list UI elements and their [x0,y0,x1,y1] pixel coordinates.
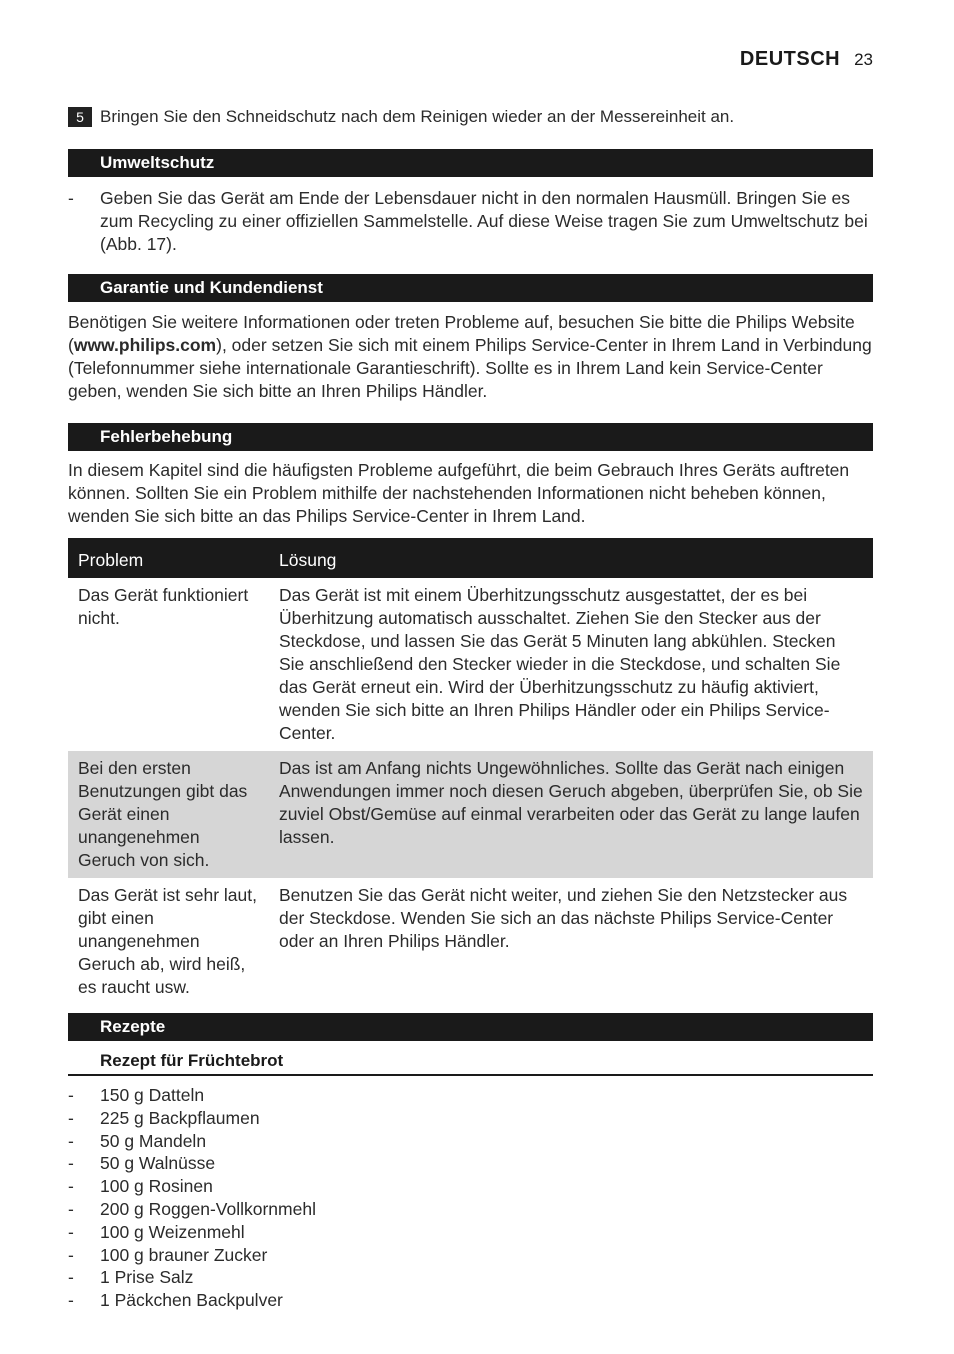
bullet-dash: - [68,1290,74,1311]
table-header-row [68,538,873,578]
troubleshooting-table [68,538,873,1005]
list-item [68,1107,316,1130]
list-item [68,1244,316,1267]
ingredient-text: 225 g Backpflaumen [100,1107,260,1128]
table-row [68,751,873,878]
list-item [68,1175,316,1198]
bullet-dash: - [68,1221,74,1242]
ingredient-list [68,1084,316,1312]
bullet-dash: - [68,1267,74,1288]
ingredient-text: 1 Päckchen Backpulver [100,1290,283,1311]
bullet-dash: - [68,1198,74,1219]
list-item [68,1130,316,1153]
solution-cell: Benutzen Sie das Gerät nicht weiter, und ziehen Sie den Netzstecker aus der Steckdose. Wenden Sie sich an das nächste Philips Service-Center oder an Ihren Philips Händler. [279,885,848,951]
table-row [68,878,873,1005]
list-item [68,1221,316,1244]
philips-website-link[interactable]: www.philips.com [73,335,217,355]
solution-cell: Das Gerät ist mit einem Überhitzungsschutz ausgestattet, der es bei Überhitzung automatisch ausschaltet. Ziehen Sie den Stecker aus der Steckdose, und lassen Sie das Gerät 5 Minuten lang abkühlen. Stecken Sie anschließend den Stecker wieder in die Steckdose, und schalten Sie das Gerät erneut ein. Wird der Überhitzungsschutz zu häufig aktiviert, wenden Sie sich bitte an Ihren Philips Händler oder ein Philips Service-Center. [279,585,841,743]
ingredient-text: 200 g Roggen-Vollkornmehl [100,1198,316,1219]
ingredient-text: 50 g Mandeln [100,1130,207,1151]
bullet-dash: - [68,1244,74,1265]
step-number-badge: 5 [68,107,92,127]
bullet-dash: - [68,1085,74,1105]
bullet-dash: - [68,1107,74,1128]
ingredient-text: 100 g brauner Zucker [100,1244,268,1265]
bullet-dash: - [68,188,74,208]
page-header [740,48,873,71]
section-heading-umweltschutz: Umweltschutz [68,149,873,177]
umweltschutz-item [68,187,873,256]
language-label: DEUTSCH [739,48,841,70]
list-item [68,1198,316,1221]
problem-cell: Das Gerät ist sehr laut, gibt einen unangenehmen Geruch ab, wird heiß, es raucht usw. [78,885,257,997]
problem-cell: Bei den ersten Benutzungen gibt das Gerät einen unangenehmen Geruch von sich. [68,751,269,878]
step-text: Bringen Sie den Schneidschutz nach dem Reinigen wieder an der Messereinheit an. [100,107,735,126]
bullet-dash: - [68,1153,74,1174]
column-header-solution: Lösung [269,538,873,578]
bullet-dash: - [68,1130,74,1151]
list-item [68,1289,316,1312]
page-number: 23 [854,50,873,69]
solution-cell: Das ist am Anfang nichts Ungewöhnliches. Sollte das Gerät nach einigen Anwendungen immer noch diesen Geruch abgeben, überprüfen Sie, ob Sie zuviel Obst/Gemüse auf einmal verarbeiten oder das Gerät zu lange laufen lassen. [269,751,873,878]
garantie-paragraph [68,311,873,403]
column-header-problem: Problem [68,538,269,578]
recipe-title: Rezept für Früchtebrot [68,1048,873,1076]
table-row [68,578,873,751]
list-item [68,1152,316,1175]
step-5 [68,107,734,127]
section-heading-rezepte: Rezepte [68,1013,873,1041]
list-item [68,1084,316,1107]
section-heading-garantie: Garantie und Kundendienst [68,274,873,302]
garantie-text-before: Benötigen Sie weitere Informationen oder treten Probleme auf, besuchen Sie bitte die Philips Website ( [68,312,855,355]
ingredient-text: 100 g Weizenmehl [100,1221,245,1242]
list-item [68,1266,316,1289]
section-heading-fehlerbehebung: Fehlerbehebung [68,423,873,451]
umweltschutz-text: Geben Sie das Gerät am Ende der Lebensdauer nicht in den normalen Hausmüll. Bringen Sie es zum Recycling zu einer offiziellen Sammelstelle. Auf diese Weise tragen Sie zum Umweltschutz bei (Abb. 17). [100,188,868,254]
ingredient-text: 150 g Datteln [100,1085,205,1105]
garantie-text-after: ), oder setzen Sie sich mit einem Philips Service-Center in Ihrem Land in Verbindung (Telefonnummer siehe internationale Garantieschrift). Sollte es in Ihrem Land kein Service-Center geben, wenden Sie sich bitte an Ihren Philips Händler. [68,335,872,401]
bullet-dash: - [68,1176,74,1197]
ingredient-text: 100 g Rosinen [100,1176,213,1197]
ingredient-text: 1 Prise Salz [100,1267,194,1288]
problem-cell: Das Gerät funktioniert nicht. [78,585,249,628]
ingredient-text: 50 g Walnüsse [100,1153,216,1174]
fehlerbehebung-intro: In diesem Kapitel sind die häufigsten Probleme aufgeführt, die beim Gebrauch Ihres Geräts auftreten können. Sollten Sie ein Problem mithilfe der nachstehenden Informationen nicht beheben können, wenden Sie sich bitte an das Philips Service-Center in Ihrem Land. [68,460,850,526]
